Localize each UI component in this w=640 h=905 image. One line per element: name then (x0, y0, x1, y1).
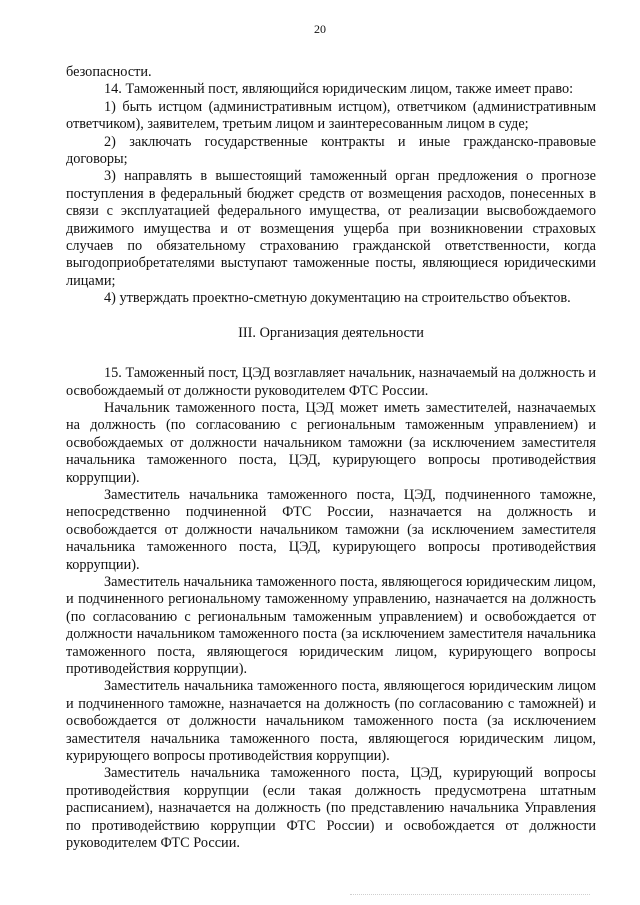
paragraph-deputies: Начальник таможенного поста, ЦЭД может иметь заместителей, назначаемых на должность (по согласованию с региональным таможенным управлением) и освобождаемых от должности начальником таможни (за исключением заместителя начальника таможенного поста, ЦЭД, курирующего вопросы противодействия коррупции). (66, 399, 596, 486)
paragraph-deputy-customs-subordinate: Заместитель начальника таможенного поста, ЦЭД, подчиненного таможне, непосредственно подчиненной ФТС России, назначается на должность и освобождается от должности начальником таможни (за исключением заместителя начальника таможенного поста, ЦЭД, курирующего вопросы противодействия коррупции). (66, 486, 596, 573)
document-body (66, 64, 596, 852)
paragraph-item-14: 14. Таможенный пост, являющийся юридическим лицом, также имеет право: (104, 81, 574, 98)
paragraph-deputy-customs-legal-entity: Заместитель начальника таможенного поста, являющегося юридическим лицом и подчиненного таможне, назначается на должность (по согласованию с таможней) и освобождается от должности начальником таможенного поста (за исключением заместителя начальника таможенного поста, являющегося юридическим лицом, курирующего вопросы противодействия коррупции). (66, 678, 596, 765)
paragraph-deputy-regional-subordinate: Заместитель начальника таможенного поста, являющегося юридическим лицом, и подчиненного региональному таможенному управлению, назначается на должность (по согласованию с региональным таможенным управлением) и освобождается от должности начальником таможенного поста (за исключением заместителя начальника таможенного поста, являющегося юридическим лицом, курирующего вопросы противодействия коррупции). (66, 573, 596, 677)
scan-artifact-line (350, 894, 590, 895)
paragraph-subitem-4: 4) утверждать проектно-сметную документацию на строительство объектов. (104, 290, 571, 307)
paragraph-subitem-3: 3) направлять в вышестоящий таможенный орган предложения о прогнозе поступления в федеральный бюджет средств от возмещения расходов, понесенных в связи с эксплуатацией федерального имущества, от реализации высвобождаемого движимого имущества и от возмещения ущерба при возникновении страховых случаев по обязательному страхованию гражданской ответственности, когда выгодоприобретателями выступают таможенные посты, являющиеся юридическими лицами; (66, 168, 596, 289)
page-number: 20 (314, 22, 326, 36)
paragraph-subitem-1: 1) быть истцом (административным истцом), ответчиком (административным ответчиком), заявителем, третьим лицом и заинтересованным лицом в суде; (66, 98, 596, 133)
paragraph-subitem-2: 2) заключать государственные контракты и иные гражданско-правовые договоры; (66, 133, 596, 168)
section-heading: III. Организация деятельности (238, 324, 424, 341)
paragraph-deputy-anticorruption: Заместитель начальника таможенного поста, ЦЭД, курирующий вопросы противодействия коррупции (если такая должность предусмотрена штатным расписанием), назначается на должность (по представлению начальника Управления по противодействию коррупции ФТС России) и освобождается от должности руководителем ФТС России. (66, 765, 596, 852)
paragraph-continuation: безопасности. (66, 64, 152, 80)
paragraph-item-15: 15. Таможенный пост, ЦЭД возглавляет начальник, назначаемый на должность и освобождаемый от должности руководителем ФТС России. (66, 365, 596, 399)
